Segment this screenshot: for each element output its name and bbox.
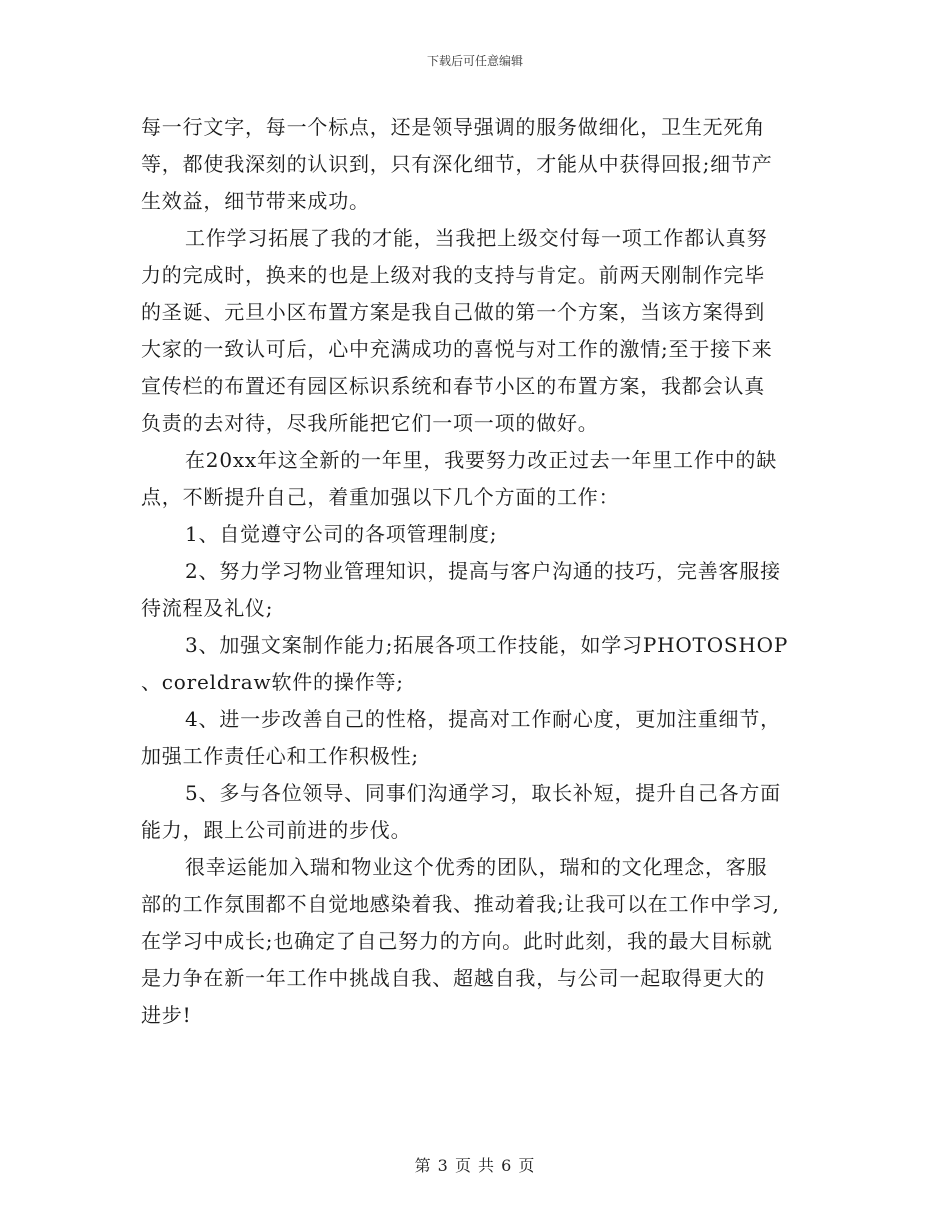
text-line: 进步! — [141, 1003, 192, 1027]
text-line: 每一行文字，每一个标点，还是领导强调的服务做细化，卫生无死角 — [141, 115, 765, 139]
list-item: 1、自觉遵守公司的各项管理制度; — [185, 522, 498, 546]
text-line: 宣传栏的布置还有园区标识系统和春节小区的布置方案，我都会认真 — [141, 374, 765, 398]
text-line: 大家的一致认可后，心中充满成功的喜悦与对工作的激情;至于接下来 — [141, 337, 773, 361]
text-line: 的圣诞、元旦小区布置方案是我自己做的第一个方案，当该方案得到 — [141, 300, 765, 324]
page-header: 下载后可任意编辑 — [426, 54, 523, 68]
page-number: 第 3 页 共 6 页 — [414, 1156, 536, 1175]
text-line: 加强工作责任心和工作积极性; — [141, 744, 419, 768]
text-line: 负责的去对待，尽我所能把它们一项一项的做好。 — [141, 411, 599, 435]
list-item: 5、多与各位领导、同事们沟通学习，取长补短，提升自己各方面 — [185, 781, 781, 805]
text-line: 生效益，细节带来成功。 — [141, 189, 370, 213]
text-line: 在学习中成长;也确定了自己努力的方向。此时此刻，我的最大目标就 — [141, 929, 773, 953]
text-line: 点，不断提升自己，着重加强以下几个方面的工作： — [141, 485, 620, 509]
text-line: 待流程及礼仪; — [141, 596, 274, 620]
text-line: 能力，跟上公司前进的步伐。 — [141, 818, 412, 842]
paragraph-start: 在20xx年这全新的一年里，我要努力改正过去一年里工作中的缺 — [185, 448, 778, 472]
text-line: 力的完成时，换来的也是上级对我的支持与肯定。前两天刚制作完毕 — [141, 263, 765, 287]
text-line: 部的工作氛围都不自觉地感染着我、推动着我;让我可以在工作中学习, — [141, 892, 780, 916]
list-item: 2、努力学习物业管理知识，提高与客户沟通的技巧，完善客服接 — [185, 559, 781, 583]
text-line: 是力争在新一年工作中挑战自我、超越自我，与公司一起取得更大的 — [141, 966, 765, 990]
paragraph-start: 很幸运能加入瑞和物业这个优秀的团队，瑞和的文化理念，客服 — [185, 855, 768, 879]
paragraph-start: 工作学习拓展了我的才能，当我把上级交付每一项工作都认真努 — [185, 226, 768, 250]
list-item: 4、进一步改善自己的性格，提高对工作耐心度，更加注重细节， — [185, 707, 781, 731]
text-line: 、coreldraw软件的操作等; — [141, 670, 404, 694]
list-item: 3、加强文案制作能力;拓展各项工作技能，如学习PHOTOSHOP — [185, 633, 789, 657]
document-body — [141, 109, 813, 1034]
text-line: 等，都使我深刻的认识到，只有深化细节，才能从中获得回报;细节产 — [141, 152, 773, 176]
